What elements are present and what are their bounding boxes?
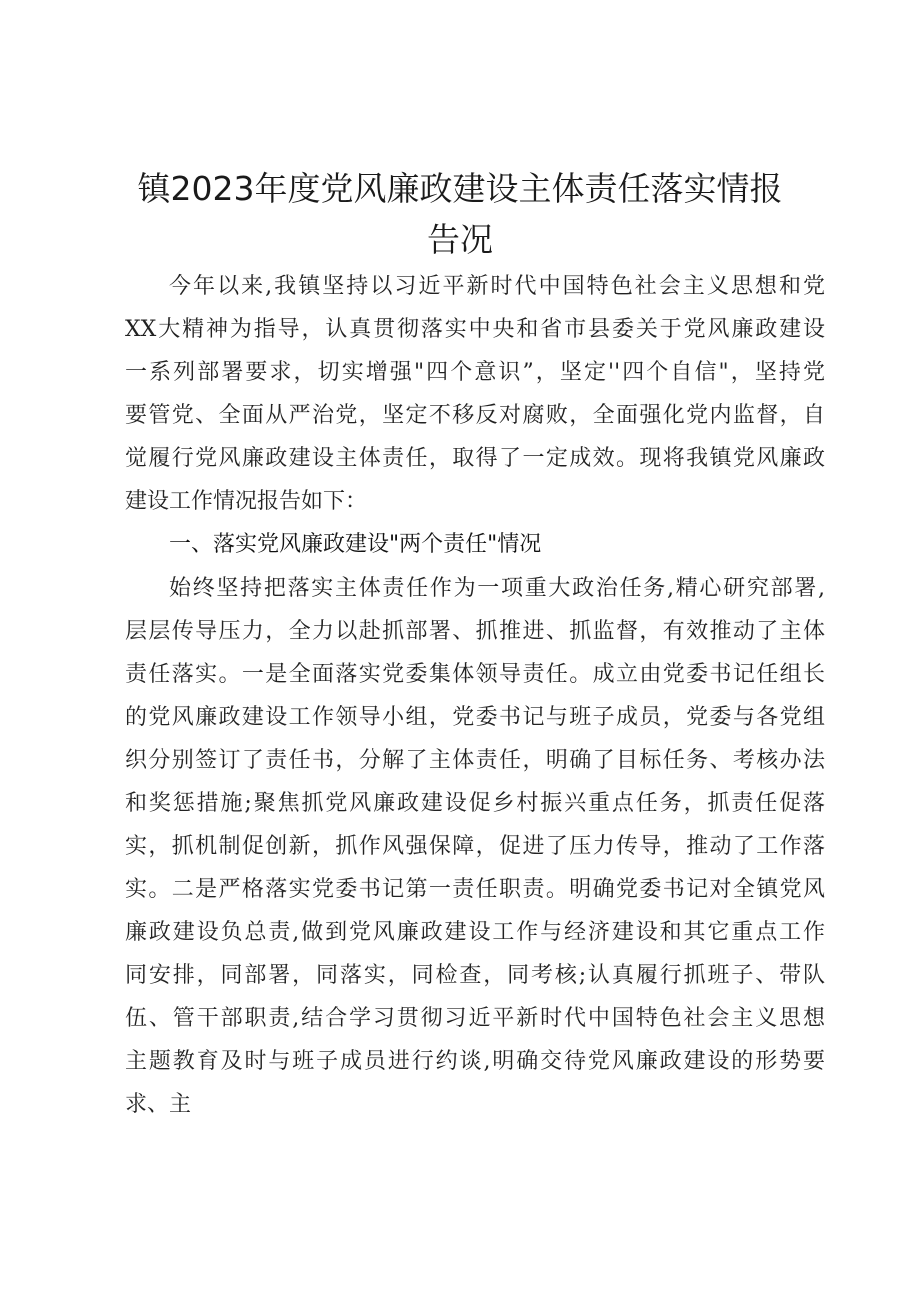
section-paragraph-line: 和奖惩措施;聚焦抓党风廉政建设促乡村振兴重点任务，抓责任促落 <box>125 791 825 816</box>
section-paragraph-line: 求、主 <box>125 1092 192 1117</box>
section-heading: 一、落实党风廉政建设"两个责任"情况 <box>169 532 542 557</box>
intro-paragraph-line: 今年以来,我镇坚持以习近平新时代中国特色社会主义思想和党 <box>169 274 825 299</box>
section-paragraph-line: 实，抓机制促创新，抓作风强保障，促进了压力传导，推动了工作落 <box>125 834 825 859</box>
section-paragraph-line: 实。二是严格落实党委书记第一责任职责。明确党委书记对全镇党风 <box>125 877 825 902</box>
section-paragraph-line: 廉政建设负总责,做到党风廉政建设工作与经济建设和其它重点工作 <box>125 920 825 945</box>
section-paragraph-line: 的党风廉政建设工作领导小组，党委书记与班子成员，党委与各党组 <box>125 705 825 730</box>
document-title-line-2: 告况 <box>427 220 493 259</box>
section-paragraph-line: 主题教育及时与班子成员进行约谈,明确交待党风廉政建设的形势要 <box>125 1049 825 1074</box>
section-paragraph-line: 同安排，同部署，同落实，同检查，同考核;认真履行抓班子、带队 <box>125 963 825 988</box>
intro-paragraph-line: 觉履行党风廉政建设主体责任，取得了一定成效。现将我镇党风廉政 <box>125 446 825 471</box>
intro-paragraph-line: 要管党、全面从严治党，坚定不移反对腐败，全面强化党内监督，自 <box>125 403 825 428</box>
document-title-line-1: 镇2023年度党风廉政建设主体责任落实情报 <box>137 169 783 208</box>
intro-paragraph-line: XX大精神为指导，认真贯彻落实中央和省市县委关于党风廉政建设 <box>125 317 825 342</box>
section-paragraph-line: 责任落实。一是全面落实党委集体领导责任。成立由党委书记任组长 <box>125 662 825 687</box>
section-paragraph-line: 织分别签订了责任书，分解了主体责任，明确了目标任务、考核办法 <box>125 748 825 773</box>
section-paragraph-line: 始终坚持把落实主体责任作为一项重大政治任务,精心研究部署, <box>169 576 825 601</box>
section-paragraph-line: 伍、管干部职责,结合学习贯彻习近平新时代中国特色社会主义思想 <box>125 1006 825 1031</box>
section-paragraph-line: 层层传导压力，全力以赴抓部署、抓推进、抓监督，有效推动了主体 <box>125 619 825 644</box>
intro-paragraph-line: 一系列部署要求，切实增强"四个意识”，坚定''四个自信"，坚持党 <box>125 360 825 385</box>
intro-paragraph-line: 建设工作情况报告如下： <box>125 489 368 514</box>
